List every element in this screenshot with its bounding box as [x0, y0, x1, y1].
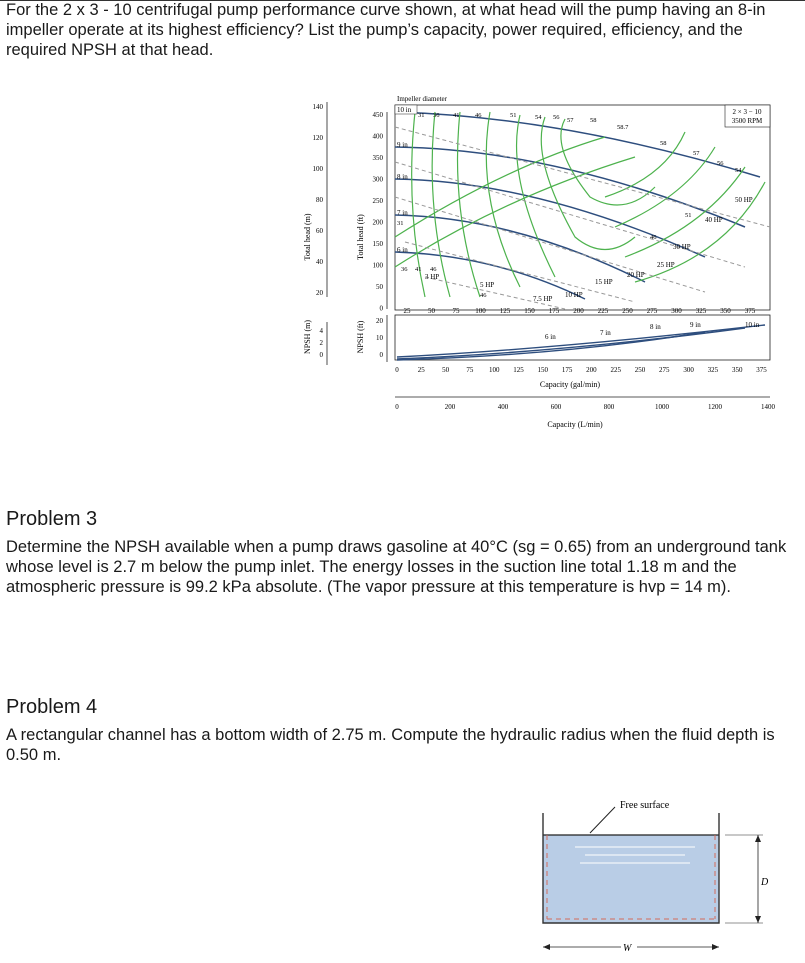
head-curve-10in [395, 112, 760, 177]
npsh-m-tick: 0 [319, 351, 323, 359]
head-ft-tick: 450 [372, 111, 383, 119]
gal-tick: 175 [548, 307, 560, 315]
efficiency-label: 41 [415, 266, 422, 273]
gal-tick-bottom: 325 [707, 366, 719, 374]
gal-tick-bottom: 225 [610, 366, 621, 374]
efficiency-label: 36 [401, 266, 408, 273]
efficiency-label: 57 [567, 117, 574, 124]
hp-label-20: 20 HP [627, 271, 645, 279]
head-ft-tick: 50 [376, 283, 383, 291]
gal-tick: 100 [475, 307, 486, 315]
gal-tick: 350 [720, 307, 731, 315]
head-m-ticks [313, 103, 324, 297]
gal-tick-bottom: 300 [683, 366, 694, 374]
gal-tick-bottom: 175 [561, 366, 573, 374]
gal-tick-bottom: 250 [634, 366, 646, 374]
hp-label-30: 30 HP [673, 243, 691, 251]
efficiency-label: 31 [397, 220, 404, 227]
impeller-label-9in: 9 in [397, 141, 408, 149]
head-ft-tick: 250 [372, 197, 383, 205]
head-m-tick: 40 [316, 258, 323, 266]
efficiency-label: 54 [735, 167, 742, 174]
head-ft-tick: 0 [379, 304, 383, 313]
gal-tick: 250 [622, 307, 633, 315]
impeller-label-10in: 10 in [397, 106, 412, 114]
gal-ticks-top [404, 307, 756, 315]
efficiency-label: 58 [590, 117, 597, 124]
hp-label-40: 40 HP [705, 216, 723, 224]
gal-tick: 25 [403, 307, 411, 315]
npsh-m-axis-label: NPSH (m) [303, 319, 312, 355]
npsh-label-10in: 10 in [745, 321, 760, 329]
head-ft-tick: 200 [372, 218, 383, 227]
gal-tick-bottom: 100 [488, 366, 500, 374]
gal-tick-bottom: 75 [466, 366, 474, 374]
gal-tick: 325 [695, 307, 707, 315]
head-m-tick: 60 [316, 227, 323, 235]
efficiency-label: 36 [433, 112, 440, 119]
lmin-tick: 1000 [655, 403, 669, 411]
problem3-text: Determine the NPSH available when a pump draws gasoline at 40°C (sg = 0.65) from an underground tank whose level is 2.7 m below the pump inlet. The energy losses in the suction line total 1.18 m and the atmospheric pressure is 99.2 kPa absolute. (The vapor pressure at this temperature is hvp = 14 m). [6, 538, 787, 596]
depth-label: D [761, 877, 769, 888]
gal-tick-bottom: 375 [756, 366, 767, 374]
gal-tick-bottom: 150 [537, 366, 549, 374]
head-m-tick: 100 [312, 165, 323, 173]
head-ft-tick: 350 [372, 154, 383, 162]
head-ft-tick: 300 [372, 175, 383, 184]
npsh-label-9in: 9 in [690, 321, 701, 329]
efficiency-label: 46 [480, 292, 487, 299]
head-ft-tick: 400 [372, 132, 383, 141]
lmin-axis-label: Capacity (L/min) [547, 420, 603, 429]
efficiency-label: 46 [430, 266, 437, 273]
head-ft-tick: 150 [372, 240, 383, 248]
lmin-tick: 0 [395, 403, 399, 411]
efficiency-label: 56 [717, 160, 724, 167]
npsh-m-tick: 2 [319, 339, 323, 347]
gal-tick: 125 [499, 307, 511, 315]
efficiency-label: 31 [418, 112, 425, 119]
head-m-tick: 80 [316, 196, 323, 204]
lmin-tick: 1200 [708, 403, 722, 411]
gal-tick-bottom: 350 [731, 366, 743, 374]
npsh-ft-tick: 0 [379, 351, 383, 359]
head-ft-tick: 100 [372, 261, 383, 270]
lmin-tick: 600 [550, 403, 562, 411]
question-text: For the 2 x 3 - 10 centrifugal pump performance curve shown, at what head will the pump having an 8-in impeller operate at its highest efficiency? List the pump’s capacity, power required, efficiency, and the required NPSH at that head. [6, 1, 766, 59]
gal-tick: 225 [597, 307, 609, 315]
hp-label-5: 5 HP [480, 281, 495, 289]
npsh-ft-tick: 20 [376, 317, 383, 325]
gal-tick: 200 [573, 307, 584, 315]
head-m-tick: 140 [312, 103, 323, 111]
efficiency-label: 58.7 [617, 124, 629, 131]
free-surface-label: Free surface [620, 800, 670, 811]
head-ft-axis-label: Total head (ft) [356, 214, 365, 260]
gal-tick: 75 [452, 307, 460, 315]
efficiency-label: 58 [660, 140, 667, 147]
impeller-title: Impeller diameter [397, 95, 447, 103]
problem4-title: Problem 4 [6, 696, 98, 718]
gal-tick-bottom: 50 [442, 366, 450, 374]
gal-tick-bottom: 0 [395, 366, 399, 374]
npsh-label-8in: 8 in [650, 323, 661, 331]
gal-tick: 375 [744, 307, 756, 315]
gal-tick-bottom: 25 [417, 366, 425, 374]
head-m-tick: 120 [312, 134, 323, 142]
lmin-tick: 200 [444, 403, 456, 411]
gal-tick: 275 [646, 307, 658, 315]
efficiency-label: 54 [535, 114, 542, 121]
gal-tick-bottom: 125 [513, 366, 524, 374]
npsh-label-6in: 6 in [545, 333, 556, 341]
pump-performance-chart [305, 87, 775, 437]
efficiency-label: 51 [510, 112, 517, 119]
lmin-tick: 1400 [761, 403, 775, 411]
problem3-title: Problem 3 [6, 508, 98, 530]
head-ft-ticks [373, 111, 384, 313]
pump-rpm-label: 3500 RPM [731, 117, 763, 125]
width-label: W [623, 943, 632, 954]
problem4-text: A rectangular channel has a bottom width of 2.75 m. Compute the hydraulic radius when the fluid depth is 0.50 m. [6, 726, 775, 764]
hp-label-50: 50 HP [735, 196, 753, 204]
hp-label-15: 15 HP [595, 278, 613, 286]
hp-label-7-5: 7.5 HP [533, 295, 553, 303]
gal-tick: 300 [671, 307, 682, 315]
lmin-ticks [395, 403, 775, 411]
impeller-label-6in: 6 in [397, 246, 408, 254]
gal-tick: 50 [428, 307, 435, 315]
efficiency-label: 51 [685, 212, 692, 219]
efficiency-label: 41 [453, 112, 460, 119]
hp-label-3: 3 HP [425, 273, 440, 281]
npsh-ft-tick: 10 [376, 334, 383, 342]
lmin-tick: 400 [497, 403, 509, 411]
npsh-ticks [320, 317, 384, 359]
gal-axis-label: Capacity (gal/min) [539, 380, 601, 389]
npsh-ft-axis-label: NPSH (ft) [356, 320, 365, 354]
efficiency-label: 56 [553, 114, 560, 121]
head-m-axis-label: Total head (m) [303, 213, 312, 261]
gal-ticks-bottom [395, 366, 767, 374]
efficiency-label: 46 [475, 112, 482, 119]
head-m-tick: 20 [316, 289, 323, 297]
gal-tick: 150 [524, 307, 535, 315]
npsh-label-7in: 7 in [600, 329, 611, 337]
gal-tick-bottom: 275 [659, 366, 670, 374]
impeller-label-7in: 7 in [397, 209, 408, 217]
npsh-m-tick: 4 [319, 327, 323, 335]
efficiency-label: 57 [693, 150, 700, 157]
channel-diagram [535, 795, 775, 960]
hp-label-10: 10 HP [565, 291, 583, 299]
efficiency-label: 46 [650, 234, 657, 241]
gal-tick-bottom: 200 [586, 366, 597, 374]
lmin-tick: 800 [603, 403, 615, 411]
hp-label-25: 25 HP [657, 261, 675, 269]
impeller-label-8in: 8 in [397, 173, 408, 181]
pump-model-label: 2 × 3 − 10 [732, 108, 762, 116]
